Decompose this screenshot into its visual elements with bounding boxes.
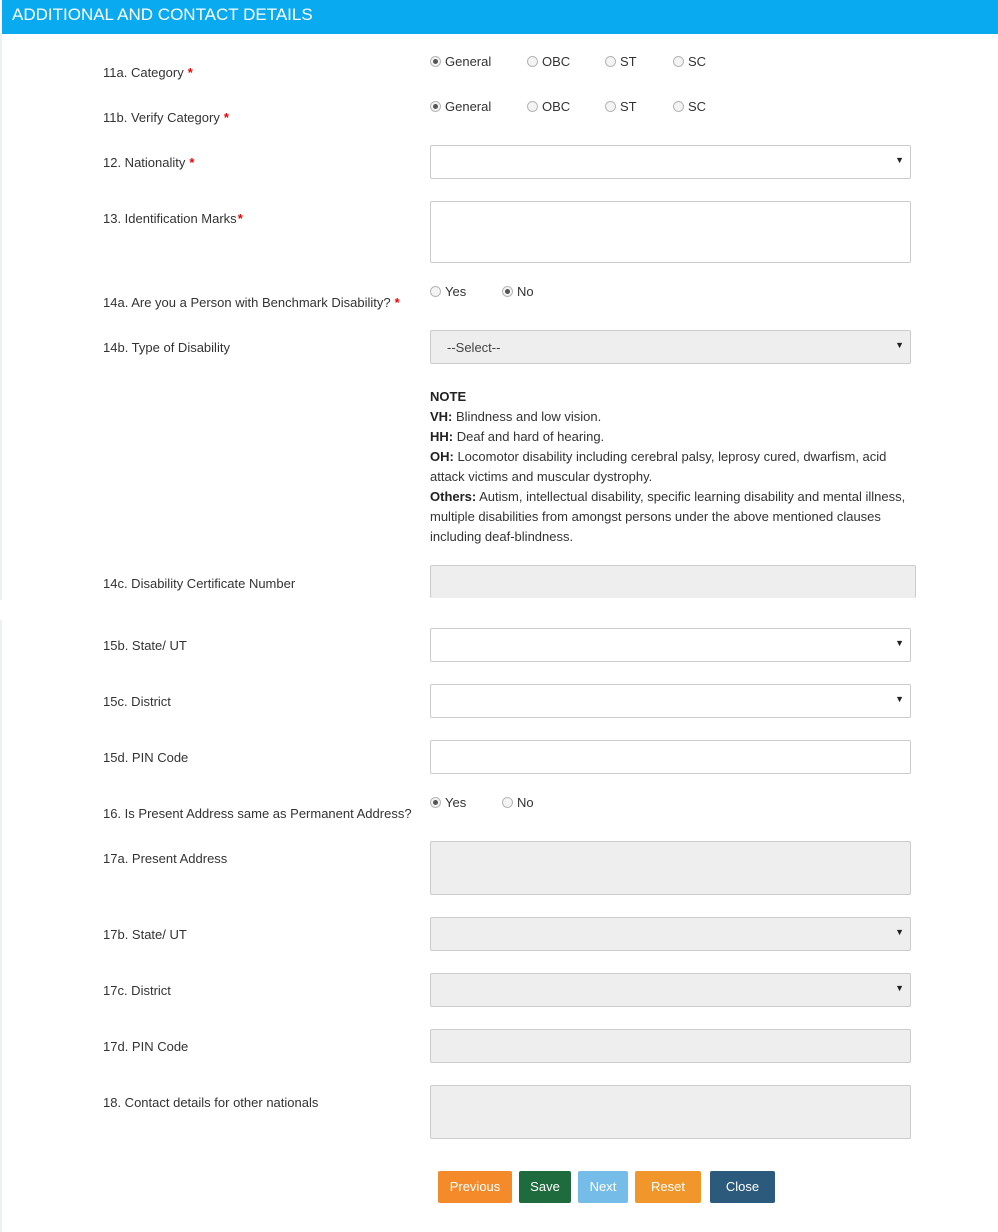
note-hh: HH: Deaf and hard of hearing. (430, 429, 605, 444)
disability-certificate-input[interactable] (430, 565, 916, 598)
reset-button[interactable]: Reset (635, 1171, 701, 1203)
disability-type-select[interactable]: --Select-- ▼ (430, 330, 911, 364)
category-label: 11a. Category * (103, 65, 193, 80)
close-button[interactable]: Close (710, 1171, 775, 1203)
note-others: Others: Autism, intellectual disability, specific learning disability and mental illness, multiple disabilities from amongst persons under the above mentioned clauses including deaf-blindness. (430, 489, 906, 544)
nationality-label: 12. Nationality * (103, 155, 195, 170)
previous-button[interactable]: Previous (438, 1171, 512, 1203)
present-pin-input[interactable] (430, 1029, 911, 1063)
present-address-textarea[interactable] (430, 841, 911, 895)
chevron-down-icon: ▼ (895, 983, 904, 993)
category-sc-radio[interactable]: SC (673, 54, 706, 70)
verify-category-obc-radio[interactable]: OBC (527, 99, 570, 115)
identification-marks-label: 13. Identification Marks* (103, 211, 243, 226)
other-contact-label: 18. Contact details for other nationals (103, 1095, 319, 1110)
save-button[interactable]: Save (519, 1171, 571, 1203)
section-header (2, 0, 998, 34)
same-address-no-radio[interactable]: No (502, 795, 534, 811)
present-address-label: 17a. Present Address (103, 851, 228, 866)
verify-category-st-radio[interactable]: ST (605, 99, 637, 115)
verify-category-label: 11b. Verify Category * (103, 110, 229, 125)
nationality-select[interactable] (430, 145, 911, 179)
verify-category-sc-radio[interactable]: SC (673, 99, 706, 115)
note-oh: OH: Locomotor disability including cerebral palsy, leprosy cured, dwarfism, acid attack victims and muscular dystrophy. (430, 449, 887, 484)
note-vh: VH: Blindness and low vision. (430, 409, 602, 424)
present-state-select[interactable] (430, 917, 911, 951)
left-border-lower (0, 620, 2, 1232)
benchmark-disability-label: 14a. Are you a Person with Benchmark Disability? * (103, 295, 400, 310)
chevron-down-icon: ▼ (895, 340, 904, 350)
present-pin-label: 17d. PIN Code (103, 1039, 189, 1054)
same-address-yes-radio[interactable]: Yes (430, 795, 466, 811)
chevron-down-icon: ▼ (895, 927, 904, 937)
other-contact-textarea[interactable] (430, 1085, 911, 1139)
category-general-radio[interactable]: General (430, 54, 491, 70)
same-address-label: 16. Is Present Address same as Permanent Address? (103, 806, 412, 821)
chevron-down-icon: ▼ (895, 694, 904, 704)
next-button[interactable]: Next (578, 1171, 628, 1203)
disability-certificate-label: 14c. Disability Certificate Number (103, 576, 296, 591)
identification-marks-textarea[interactable] (430, 201, 911, 263)
perm-state-select[interactable] (430, 628, 911, 662)
left-border (0, 34, 2, 600)
perm-state-label: 15b. State/ UT (103, 638, 187, 653)
perm-pin-label: 15d. PIN Code (103, 750, 189, 765)
disability-note (430, 387, 920, 547)
present-state-label: 17b. State/ UT (103, 927, 187, 942)
perm-district-label: 15c. District (103, 694, 171, 709)
chevron-down-icon: ▼ (895, 155, 904, 165)
disability-type-label: 14b. Type of Disability (103, 340, 230, 355)
chevron-down-icon: ▼ (895, 638, 904, 648)
perm-pin-input[interactable] (430, 740, 911, 774)
present-district-select[interactable] (430, 973, 911, 1007)
section-title: ADDITIONAL AND CONTACT DETAILS (12, 5, 313, 24)
benchmark-disability-yes-radio[interactable]: Yes (430, 284, 466, 300)
benchmark-disability-no-radio[interactable]: No (502, 284, 534, 300)
verify-category-general-radio[interactable]: General (430, 99, 491, 115)
present-district-label: 17c. District (103, 983, 171, 998)
note-heading: NOTE (430, 389, 467, 404)
category-st-radio[interactable]: ST (605, 54, 637, 70)
perm-district-select[interactable] (430, 684, 911, 718)
category-obc-radio[interactable]: OBC (527, 54, 570, 70)
